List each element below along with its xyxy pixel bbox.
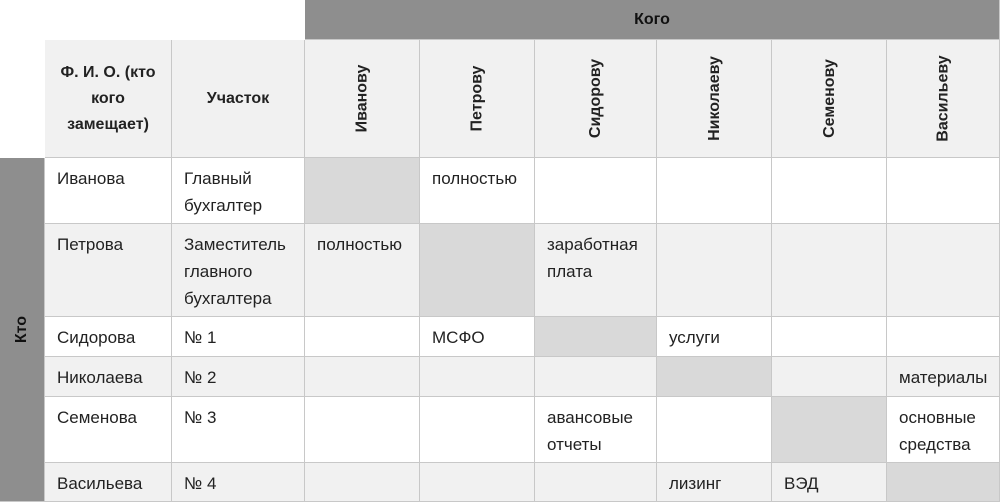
cell [772,357,887,397]
cell-diagonal [420,224,535,317]
cell [420,357,535,397]
row-area-semenova: № 3 [172,397,305,463]
cell [887,158,1000,224]
cell [305,317,420,357]
cell-diagonal [305,158,420,224]
column-header-vasilevu: Васильеву [887,40,1000,158]
cell [657,224,772,317]
cell-diagonal [657,357,772,397]
cell: заработная плата [535,224,657,317]
cell [305,463,420,502]
cell [772,317,887,357]
row-area-nikolaeva: № 2 [172,357,305,397]
cell-diagonal [535,317,657,357]
cell [305,357,420,397]
cell [657,158,772,224]
cell [657,397,772,463]
cell-diagonal [887,463,1000,502]
cell [535,357,657,397]
column-header-nikolaevu: Николаеву [657,40,772,158]
cell: материалы [887,357,1000,397]
cell [887,317,1000,357]
row-area-ivanova: Главный бухгалтер [172,158,305,224]
corner-blank [0,0,305,40]
cell: услуги [657,317,772,357]
row-area-sidorova: № 1 [172,317,305,357]
cell: полностью [420,158,535,224]
cell: полностью [305,224,420,317]
cell [772,224,887,317]
header-kogo: Кого [305,0,1000,40]
cell: ВЭД [772,463,887,502]
row-name-vasileva: Васильева [45,463,172,502]
row-name-petrova: Петрова [45,224,172,317]
row-area-vasileva: № 4 [172,463,305,502]
cell: авансовые отчеты [535,397,657,463]
header-kto: Кто [0,158,45,502]
cell: МСФО [420,317,535,357]
cell [535,158,657,224]
cell [772,158,887,224]
column-header-petrovu: Петрову [420,40,535,158]
row-name-sidorova: Сидорова [45,317,172,357]
row-name-nikolaeva: Николаева [45,357,172,397]
cell [535,463,657,502]
cell [420,397,535,463]
column-header-sidorovu: Сидорову [535,40,657,158]
corner-blank-left [0,40,45,158]
cell [420,463,535,502]
cell [305,397,420,463]
cell: лизинг [657,463,772,502]
cell: основные средства [887,397,1000,463]
row-name-ivanova: Иванова [45,158,172,224]
column-header-semenovu: Семенову [772,40,887,158]
header-fio: Ф. И. О. (кто кого замещает) [45,40,172,158]
cell [887,224,1000,317]
row-area-petrova: Заместитель главного бухгалтера [172,224,305,317]
row-name-semenova: Семенова [45,397,172,463]
cell-diagonal [772,397,887,463]
header-uchastok: Участок [172,40,305,158]
column-header-ivanovu: Иванову [305,40,420,158]
